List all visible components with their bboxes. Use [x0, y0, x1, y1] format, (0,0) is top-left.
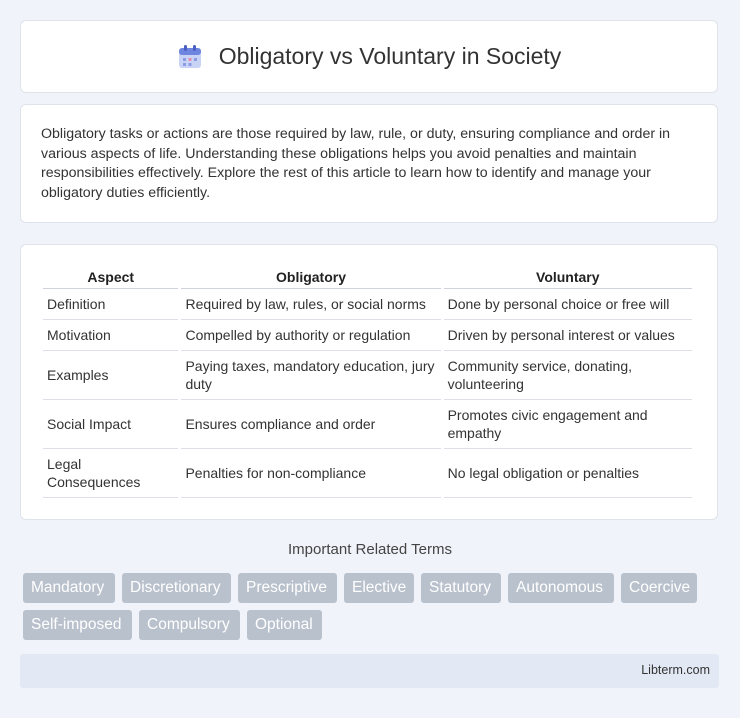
tag-mandatory[interactable]: Mandatory — [23, 573, 115, 603]
related-terms-title: Important Related Terms — [288, 541, 452, 558]
tag-compulsory[interactable]: Compulsory — [139, 610, 240, 640]
table-row — [43, 289, 692, 320]
header-aspect: Aspect — [43, 265, 178, 289]
table-row — [43, 351, 692, 400]
intro-card — [20, 104, 718, 223]
table-row — [43, 449, 692, 498]
tag-self-imposed[interactable]: Self-imposed — [23, 610, 132, 640]
header-obligatory: Obligatory — [181, 265, 440, 289]
page-title: Obligatory vs Voluntary in Society — [218, 43, 562, 69]
intro-text: Obligatory tasks or actions are those required by law, rule, or duty, ensuring compliance and order in various aspects of life. Understanding these obligations helps you avoid penalties and maintain responsibilities effectively. Explore the rest of this article to learn how to identify and manage your obligatory duties efficiently. — [41, 126, 671, 201]
table-cell: Driven by personal interest or values — [444, 320, 692, 351]
table-cell: Definition — [43, 289, 178, 320]
table-cell: Community service, donating, volunteering — [444, 351, 692, 400]
comparison-table — [40, 265, 695, 498]
table-row — [43, 400, 692, 449]
footer-site-link[interactable]: Libterm.com — [641, 663, 710, 677]
table-row — [43, 320, 692, 351]
table-cell: Required by law, rules, or social norms — [181, 289, 440, 320]
table-cell: Motivation — [43, 320, 178, 351]
calendar-icon — [177, 44, 203, 70]
table-cell: Promotes civic engagement and empathy — [444, 400, 692, 449]
table-cell: No legal obligation or penalties — [444, 449, 692, 498]
tag-autonomous[interactable]: Autonomous — [508, 573, 614, 603]
tag-statutory[interactable]: Statutory — [421, 573, 501, 603]
table-cell: Paying taxes, mandatory education, jury duty — [181, 351, 440, 400]
tag-prescriptive[interactable]: Prescriptive — [238, 573, 337, 603]
table-cell: Done by personal choice or free will — [444, 289, 692, 320]
table-cell: Penalties for non-compliance — [181, 449, 440, 498]
tag-discretionary[interactable]: Discretionary — [122, 573, 231, 603]
header-voluntary: Voluntary — [444, 265, 692, 289]
table-cell: Legal Consequences — [43, 449, 178, 498]
table-cell: Examples — [43, 351, 178, 400]
tag-coercive[interactable]: Coercive — [621, 573, 697, 603]
table-cell: Social Impact — [43, 400, 178, 449]
tag-optional[interactable]: Optional — [247, 610, 322, 640]
table-header-row — [43, 265, 692, 289]
table-cell: Ensures compliance and order — [181, 400, 440, 449]
footer — [20, 654, 719, 688]
table-cell: Compelled by authority or regulation — [181, 320, 440, 351]
tag-elective[interactable]: Elective — [344, 573, 414, 603]
header-card — [20, 20, 718, 93]
comparison-card — [20, 244, 718, 520]
